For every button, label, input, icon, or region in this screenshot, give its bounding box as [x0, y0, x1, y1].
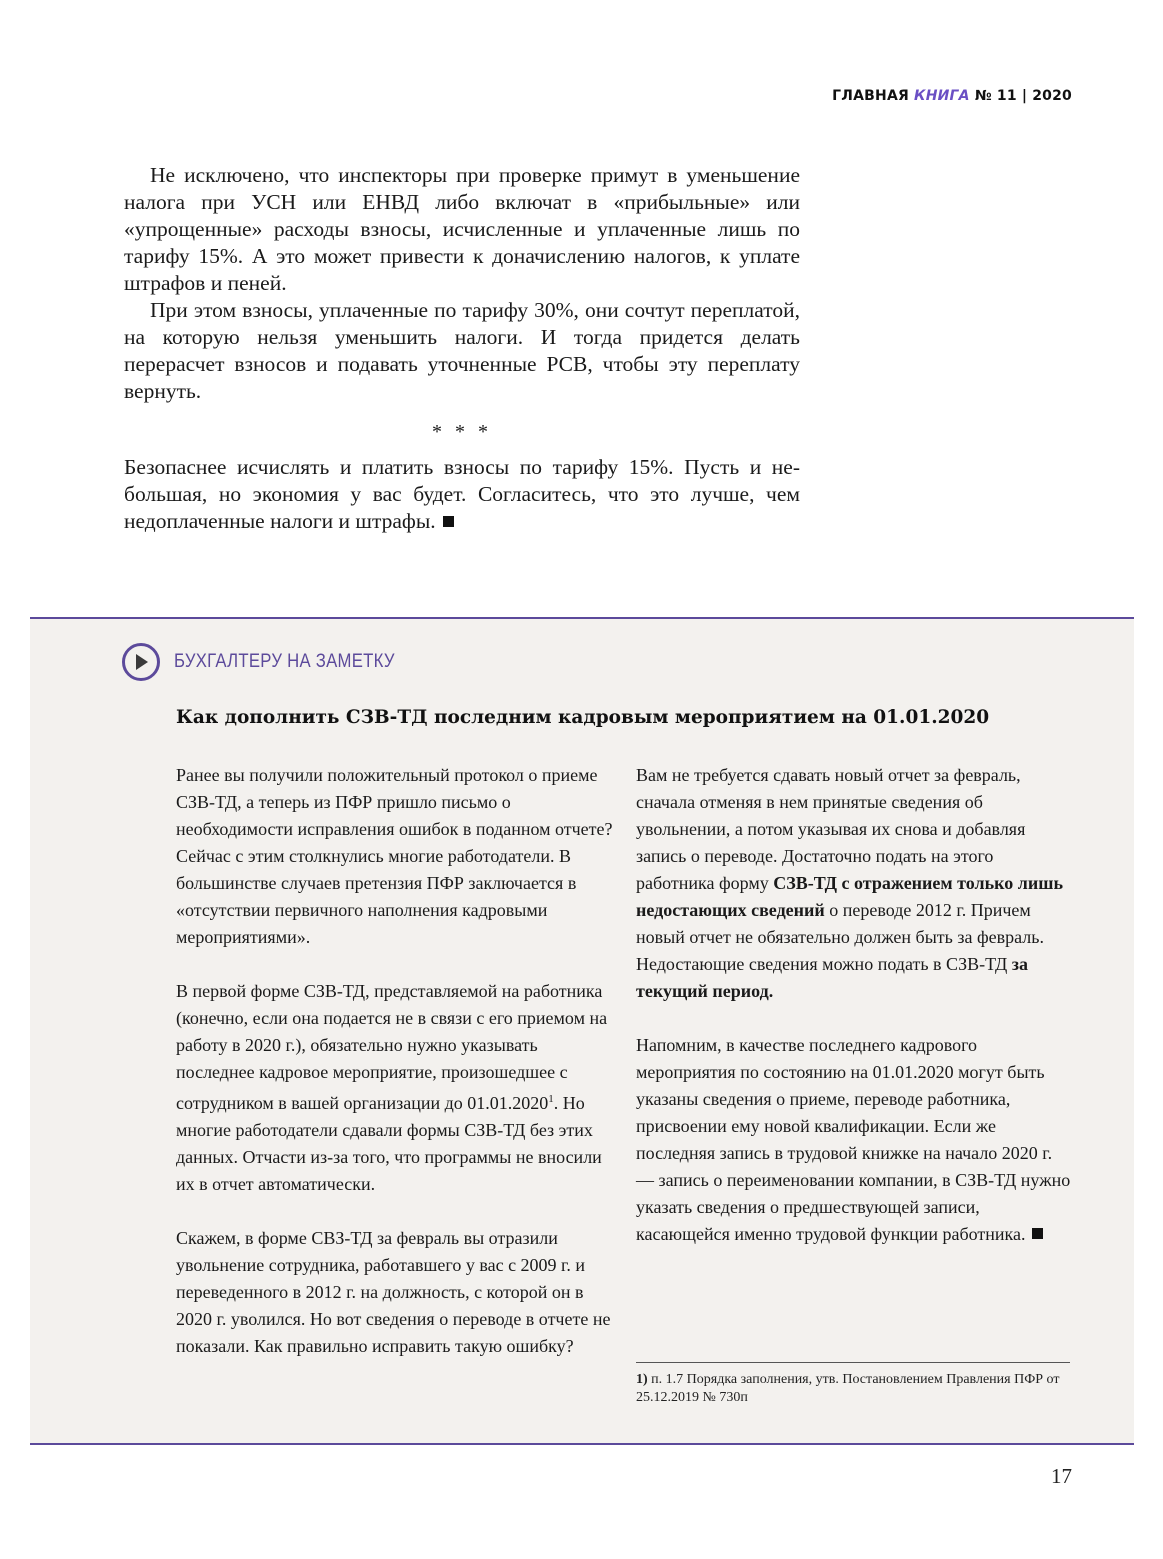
note-paragraph: Скажем, в форме СВЗ-ТД за февраль вы отразили увольнение сотрудника, работавшего у вас с 2009 г. и переведенного в 2012 г. на должность, с которой он в 2020 г. уволился. Но вот сведения о переводе в отчете не показали. Как правильно исправить такую ошибку?	[176, 1228, 611, 1356]
end-mark-icon	[1032, 1228, 1043, 1239]
footnote-number: 1)	[636, 1372, 648, 1387]
end-mark-icon	[443, 516, 454, 527]
note-paragraph: Ранее вы получили положительный протокол о приеме СЗВ-ТД, а теперь из ПФР пришло письмо о необходимости исправления ошибок в поданном отчете? Сейчас с этим столкнулись многие работодатели. В большинстве случаев претензия ПФР заключается в «отсутствии первичного наполнения кадровыми мероприятиями».	[176, 765, 613, 947]
article-paragraph: Не исключено, что инспекторы при проверке примут в уменьшение налога при УСН или ЕНВД либо включат в «прибыльные» или «упрощенные» расходы взносы, исчисленные и уплаченные лишь по тарифу 15%. А это может привести к доначислению налогов, к уплате штрафов и пеней.	[124, 163, 800, 295]
page-number: 17	[1051, 1464, 1072, 1488]
note-heading	[122, 643, 425, 681]
note-paragraph	[636, 762, 1072, 1005]
note-title: Как дополнить СЗВ-ТД последним кадровым мероприятием на 01.01.2020	[176, 707, 990, 728]
note-text: В первой форме СЗВ-ТД, представляемой на работника (конечно, если она подается не в связи с его приемом на работу в 2020 г.), обязательно нужно указывать последнее кадровое мероприятие, произошедшее с сотрудником в вашей организации до 01.01.2020	[176, 981, 608, 1113]
note-text: о переводе 2012 г. Причем новый отчет не обязательно должен быть за февраль. Недостающие сведения можно подать в СЗВ-ТД	[636, 900, 1044, 974]
note-text: Напомним, в качестве последнего кадрового мероприятия по состоянию на 01.01.2020 могут быть указаны сведения о приеме, переводе работника, присвоении ему новой квалификации. Если же последняя запись в трудовой книжке на начало 2020 г. — запись о переименовании компании, в СЗВ-ТД нужно указать сведения о предшествующей записи, касающейся именно трудовой функции работника.	[636, 1035, 1071, 1244]
note-label: БУХГАЛТЕРУ НА ЗАМЕТКУ	[174, 651, 395, 672]
footnote	[636, 1362, 1070, 1407]
note-paragraph	[176, 978, 616, 1198]
note-text: . Но многие работодатели сдавали формы СЗВ-ТД без этих данных. Отчасти из-за того, что программы не вносили их в отчет автоматически.	[176, 1093, 602, 1194]
footnote-ref: 1	[548, 1093, 554, 1105]
article-paragraph: При этом взносы, уплаченные по тарифу 30%, они сочтут переплатой, на которую нельзя уменьшить налоги. И тогда придется делать перерасчет взносов и подавать уточненные РСВ, чтобы эту переплату вернуть.	[124, 298, 800, 403]
issue-number: № 11 | 2020	[974, 88, 1072, 104]
footnote-text: п. 1.7 Порядка заполнения, утв. Постановлением Правления ПФР от 25.12.2019 № 730п	[636, 1372, 1060, 1405]
conclusion-text: Безопаснее исчислять и платить взносы по тарифу 15%. Пусть и небольшая, но экономия у вас будет. Согласитесь, что это лучше, чем недоплаченные налоги и штрафы.	[124, 455, 800, 533]
note-paragraph	[636, 1032, 1072, 1248]
accountant-note-box	[30, 617, 1134, 1445]
note-left-column	[176, 762, 616, 1387]
play-circle-icon	[122, 643, 160, 681]
section-separator: * * *	[432, 421, 492, 443]
article-body	[124, 162, 800, 535]
note-bold-text: СЗВ-ТД с отражением только лишь недостающих сведений	[636, 873, 1063, 920]
note-right-column	[636, 762, 1072, 1275]
running-header	[832, 88, 1072, 104]
article-conclusion	[124, 454, 800, 535]
brand-part2: КНИГА	[914, 88, 970, 104]
brand-part1: ГЛАВНАЯ	[832, 88, 909, 104]
note-text: Вам не требуется сдавать новый отчет за февраль, сначала отменяя в нем принятые сведения об увольнении, а потом указывая их снова и добавляя запись о переводе. Достаточно подать на этого работника форму	[636, 765, 1026, 893]
note-bold-text: за текущий период.	[636, 954, 1028, 1001]
